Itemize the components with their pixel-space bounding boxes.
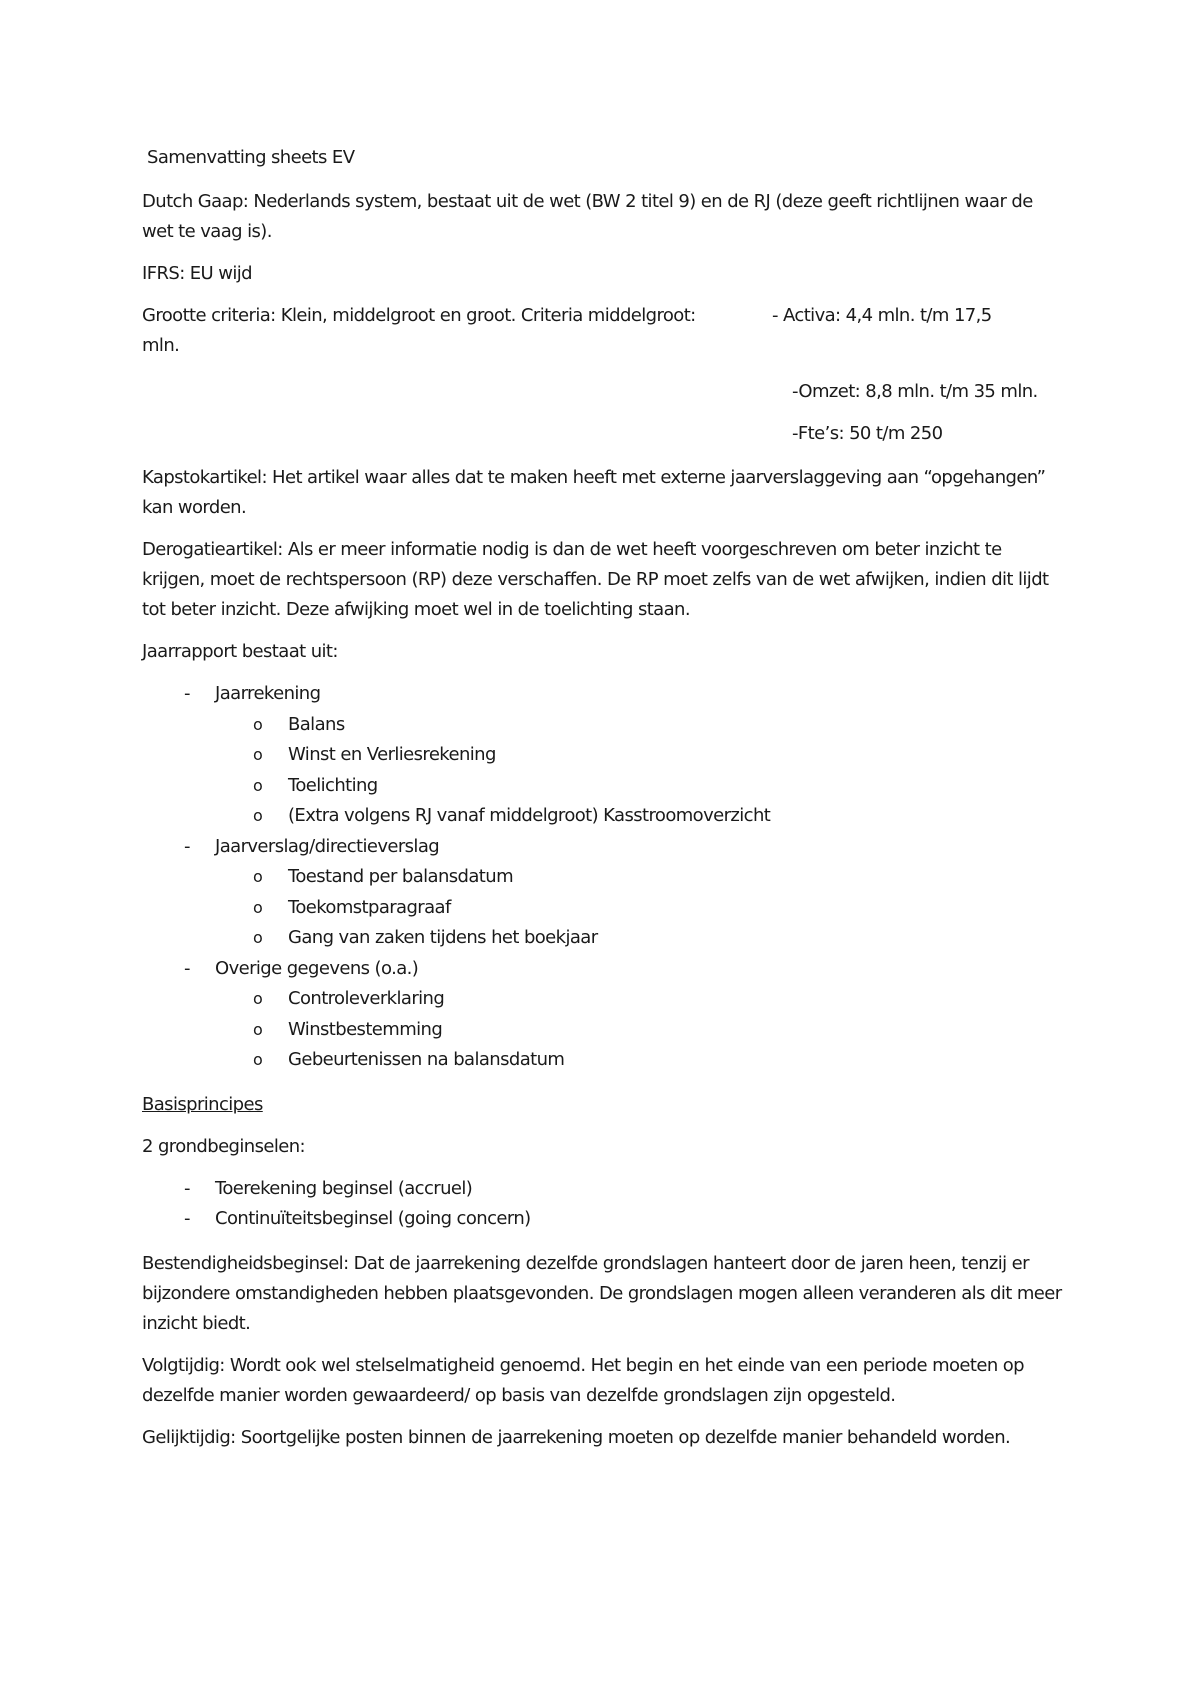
- dutch-gaap-paragraph: Dutch Gaap: Nederlands system, bestaat uit de wet (BW 2 titel 9) en de RJ (deze geeft richtlijnen waar de wet te vaag is).: [142, 191, 1033, 242]
- grootte-activa: - Activa: 4,4 mln. t/m 17,5: [772, 305, 992, 326]
- dash-bullet-icon: -: [184, 957, 190, 979]
- sub-list-item: [215, 740, 1062, 771]
- basisprincipes-heading: Basisprincipes: [142, 1093, 263, 1115]
- bestendigheid-paragraph: Bestendigheidsbeginsel: Dat de jaarrekening dezelfde grondslagen hanteert door de jaren heen, tenzij er bijzondere omstandigheden hebben plaatsgevonden. De grondslagen mogen alleen veranderen als dit meer inzicht biedt.: [142, 1252, 1062, 1334]
- grootte-criteria-block: [142, 301, 1062, 361]
- derogatie-paragraph: Derogatieartikel: Als er meer informatie nodig is dan de wet heeft voorgeschreven om beter inzicht te krijgen, moet de rechtspersoon (RP) deze verschaffen. De RP moet zelfs van de wet afwijken, indien dit lijdt tot beter inzicht. Deze afwijking moet wel in de toelichting staan.: [142, 539, 1049, 620]
- grondbeginselen-intro: 2 grondbeginselen:: [142, 1135, 305, 1157]
- dash-bullet-icon: -: [184, 683, 190, 704]
- circle-bullet-icon: o: [253, 714, 263, 734]
- sub-list-item-label: Winstbestemming: [288, 1018, 443, 1040]
- jaarrapport-intro: Jaarrapport bestaat uit:: [142, 641, 338, 662]
- document-title: Samenvatting sheets EV: [147, 147, 355, 168]
- sub-list: [215, 984, 1062, 1076]
- grondbeginselen-list: [142, 1174, 1062, 1235]
- dash-bullet-icon: -: [184, 1177, 190, 1199]
- circle-bullet-icon: o: [253, 867, 263, 886]
- sub-list-item-label: Gebeurtenissen na balansdatum: [288, 1049, 565, 1070]
- dash-bullet-icon: -: [184, 835, 190, 857]
- circle-bullet-icon: o: [253, 989, 263, 1008]
- sub-list-item: [215, 1015, 1062, 1046]
- sub-list-item-label: (Extra volgens RJ vanaf middelgroot) Kasstroomoverzicht: [288, 805, 771, 826]
- jaarrapport-list: [142, 679, 1062, 1076]
- sub-list-item-label: Winst en Verliesrekening: [288, 744, 496, 765]
- list-item-label: Continuïteitsbeginsel (going concern): [215, 1208, 531, 1229]
- ifrs-paragraph: IFRS: EU wijd: [142, 263, 252, 284]
- list-item: [142, 954, 1062, 1076]
- sub-list: [215, 710, 1062, 832]
- list-item-label: Overige gegevens (o.a.): [215, 957, 419, 979]
- list-item-label: Jaarrekening: [215, 683, 321, 704]
- list-item: [142, 1174, 1062, 1205]
- sub-list-item-label: Gang van zaken tijdens het boekjaar: [288, 927, 598, 948]
- grootte-omzet: -Omzet: 8,8 mln. t/m 35 mln.: [792, 381, 1038, 402]
- sub-list-item: [215, 923, 1062, 954]
- list-item-label: Jaarverslag/directieverslag: [215, 835, 440, 857]
- sub-list-item: [215, 771, 1062, 802]
- circle-bullet-icon: o: [253, 745, 263, 764]
- list-item: [142, 679, 1062, 832]
- sub-list-item: [215, 893, 1062, 924]
- sub-list-item: [215, 862, 1062, 893]
- circle-bullet-icon: o: [253, 806, 263, 825]
- sub-list-item: [215, 1045, 1062, 1076]
- circle-bullet-icon: o: [253, 928, 263, 947]
- list-item: [142, 1204, 1062, 1235]
- grootte-criteria-text: Grootte criteria: Klein, middelgroot en groot. Criteria middelgroot:: [142, 305, 696, 326]
- sub-list-item-label: Toestand per balansdatum: [288, 866, 513, 887]
- dash-bullet-icon: -: [184, 1208, 190, 1229]
- sub-list-item-label: Balans: [288, 713, 345, 735]
- list-item: [142, 832, 1062, 954]
- circle-bullet-icon: o: [253, 1050, 263, 1069]
- list-item-label: Toerekening beginsel (accruel): [215, 1177, 473, 1199]
- circle-bullet-icon: o: [253, 897, 263, 917]
- sub-list-item-label: Toekomstparagraaf: [288, 896, 451, 918]
- volgtijdig-paragraph: Volgtijdig: Wordt ook wel stelselmatigheid genoemd. Het begin en het einde van een periode moeten op dezelfde manier worden gewaardeerd/ op basis van dezelfde grondslagen zijn opgesteld.: [142, 1354, 1024, 1406]
- sub-list-item-label: Controleverklaring: [288, 988, 445, 1009]
- sub-list-item: [215, 710, 1062, 741]
- sub-list-item-label: Toelichting: [288, 774, 378, 796]
- sub-list: [215, 862, 1062, 954]
- grootte-ftes: -Fte’s: 50 t/m 250: [792, 423, 943, 444]
- circle-bullet-icon: o: [253, 1019, 263, 1039]
- sub-list-item: [215, 801, 1062, 832]
- circle-bullet-icon: o: [253, 775, 263, 795]
- sub-list-item: [215, 984, 1062, 1015]
- kapstok-paragraph: Kapstokartikel: Het artikel waar alles dat te maken heeft met externe jaarverslaggeving aan “opgehangen” kan worden.: [142, 467, 1046, 518]
- document-page: [142, 143, 1062, 1465]
- grootte-activa-continuation: mln.: [142, 335, 180, 356]
- gelijktijdig-paragraph: Gelijktijdig: Soortgelijke posten binnen de jaarrekening moeten op dezelfde manier behandeld worden.: [142, 1426, 1011, 1448]
